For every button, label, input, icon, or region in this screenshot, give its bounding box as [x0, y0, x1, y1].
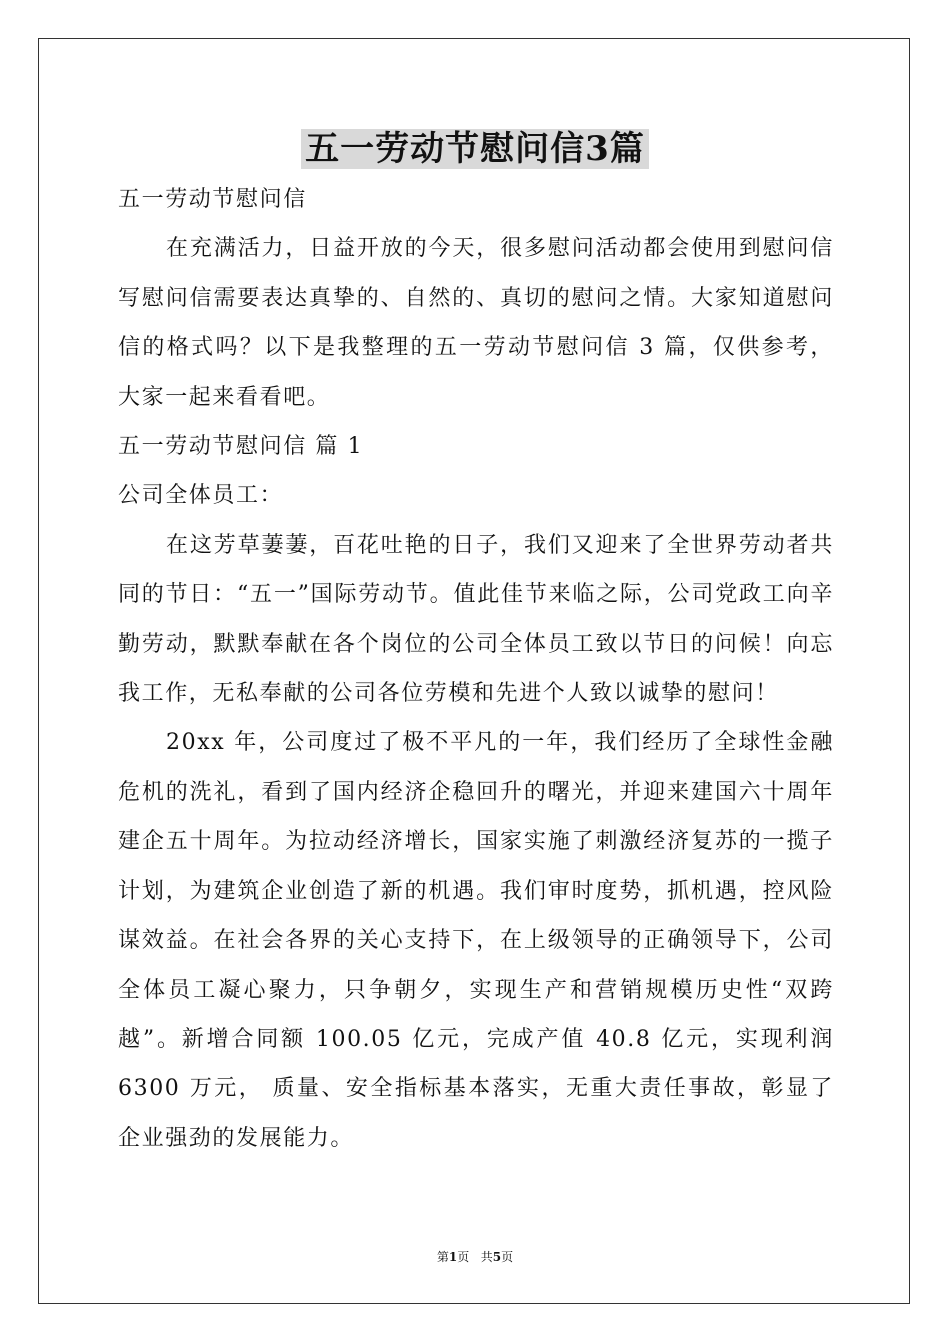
document-title [0, 126, 950, 172]
footer-page-suffix: 页 [457, 1250, 470, 1264]
document-body [118, 175, 834, 1163]
paragraph-section-heading: 五一劳动节慰问信 篇 1 [118, 434, 364, 460]
paragraph-heading: 五一劳动节慰问信 [118, 187, 307, 212]
paragraph-greeting: 在这芳草萋萋，百花吐艳的日子，我们又迎来了全世界劳动者共同的节日：“五一”国际劳动节。值此佳节来临之际，公司党政工向辛勤劳动，默默奉献在各个岗位的公司全体员工致以节日的问候！向忘我工作，无私奉献的公司各位劳模和先进个人致以诚挚的慰问！ [118, 532, 834, 707]
page-footer [0, 1249, 950, 1265]
footer-total-prefix: 共 [480, 1250, 493, 1264]
paragraph-review: 20xx 年，公司度过了极不平凡的一年，我们经历了全球性金融危机的洗礼，看到了国内经济企稳回升的曙光，并迎来建国六十周年建企五十周年。为拉动经济增长，国家实施了刺激经济复苏的一揽子计划，为建筑企业创造了新的机遇。我们审时度势，抓机遇，控风险谋效益。在社会各界的关心支持下，在上级领导的正确领导下，公司全体员工凝心聚力，只争朝夕，实现生产和营销规模历史性“双跨越”。新增合同额 100.05 亿元，完成产值 40.8 亿元，实现利润 6300 万元， 质量、安全指标基本落实，无重大责任事故，彰显了企业强劲的发展能力。 [118, 730, 834, 1151]
footer-total-pages: 5 [492, 1250, 502, 1264]
paragraph-intro: 在充满活力，日益开放的今天，很多慰问活动都会使用到慰问信写慰问信需要表达真挚的、自然的、真切的慰问之情。大家知道慰问信的格式吗？以下是我整理的五一劳动节慰问信 3 篇，仅供参考，大家一起来看看吧。 [118, 236, 834, 410]
footer-page-prefix: 第 [436, 1250, 449, 1264]
paragraph-salutation: 公司全体员工： [118, 483, 284, 509]
footer-total-suffix: 页 [501, 1250, 514, 1264]
footer-page-number: 1 [448, 1250, 458, 1264]
title-text: 五一劳动节慰问信3篇 [301, 129, 649, 169]
